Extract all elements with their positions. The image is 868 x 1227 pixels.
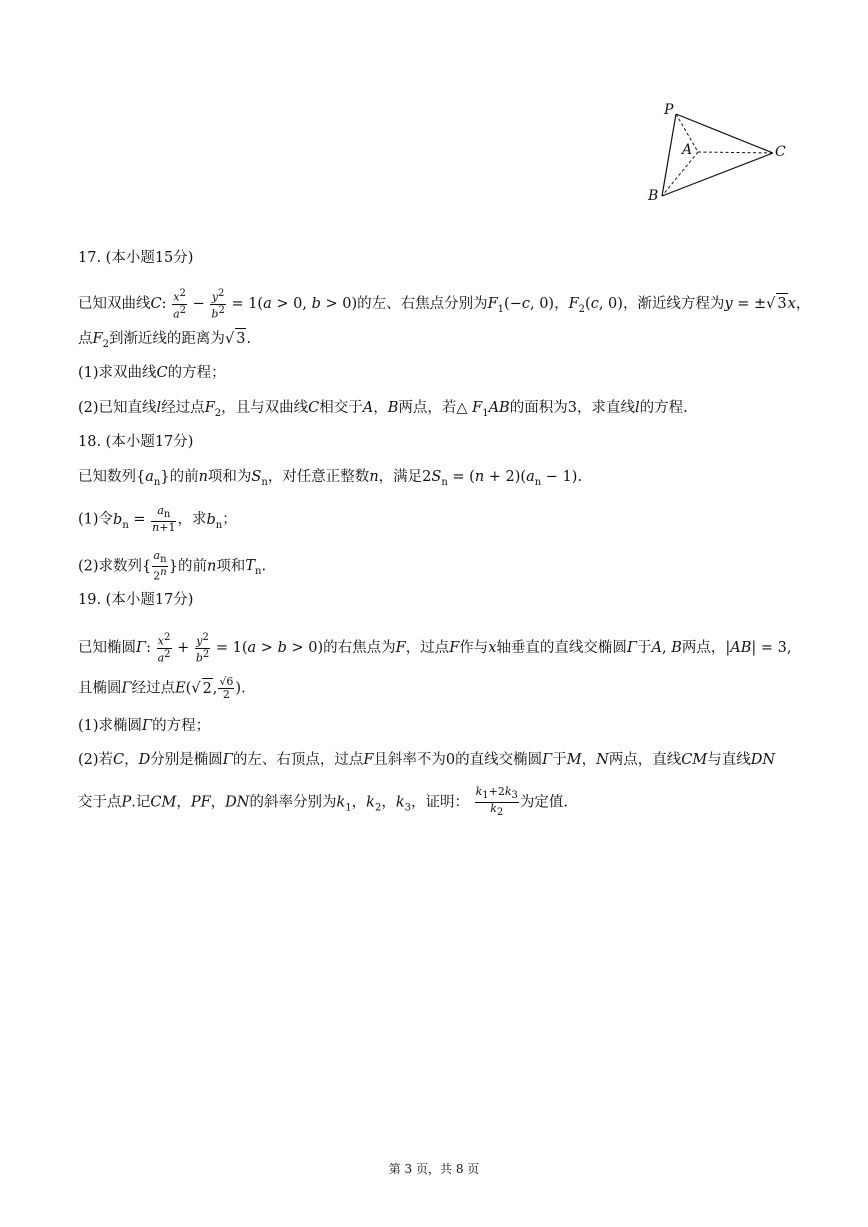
vertex-label-c: C [775,144,786,160]
q18-part1: (1)令$b_n$ = $\frac{a_n}{n+1}$ ，求$b_n$； [78,504,237,535]
q18-header: 18. (本小题17分) [78,434,194,450]
q18-part2: (2)求数列{ $\frac{a_n}{2^n}$ }的前n项和$T_n$. [78,549,267,583]
q19-line4: 交于点P.记CM，PF，DN的斜率分别为$k_1$，$k_2$，$k_3$，证明： $\frac{k_1+2k_3}{k_2}$ 为定值. [78,785,569,819]
q18-intro: 已知数列$\{a_n\}$的前n项和为$S_n$，对任意正整数n，满足$2S_n = (n + 2)(a_n - 1)$. [78,469,583,488]
q19-part1: (1)求椭圆Γ的方程； [78,718,211,734]
q19-intro: 已知椭圆Γ: $\frac{x^2}{a^2}$ + $\frac{y^2}{b^2}$ = 1(a > b > 0)的右焦点为F，过点F作与x轴垂直的直线交椭圆Γ于A, B两点，|AB| = 3, [78,632,792,665]
q19-header: 19. (本小题17分) [78,592,194,608]
q17-part1: (1)求双曲线C的方程； [78,365,226,381]
q17-header: 17. (本小题15分) [78,250,194,266]
pyramid-diagram [640,100,790,210]
vertex-label-b: B [648,188,659,204]
page-footer: 第 3 页，共 8 页 [388,1162,480,1176]
pyramid-figure [640,100,790,210]
q17-line2: 点$F_2$到渐近线的距离为√ 3. [78,328,251,355]
vertex-label-a: A [682,142,693,158]
q17-part2: (2)已知直线l经过点$F_2$，且与双曲线C相交于A，B两点，若△ $F_1AB$的面积为3，求直线l的方程. [78,400,688,419]
q19-part2: (2)若C，D分别是椭圆Γ的左、右顶点，过点F且斜率不为0的直线交椭圆Γ于M，N两点，直线CM与直线DN [78,752,776,768]
q17-intro: 已知双曲线C: $\frac{x^2}{a^2}$ − $\frac{y^2}{b^2}$ = 1(a > 0, b > 0)的左、右焦点分别为$F_1(-c$, 0)，$F_2(c$, 0)，渐近线方程为y = ±√ 3x， [78,288,811,321]
vertex-label-p: P [664,102,674,118]
q19-line2: 且椭圆Γ经过点E(√ 2, $\frac{√6}{2}$ ). [78,675,246,701]
